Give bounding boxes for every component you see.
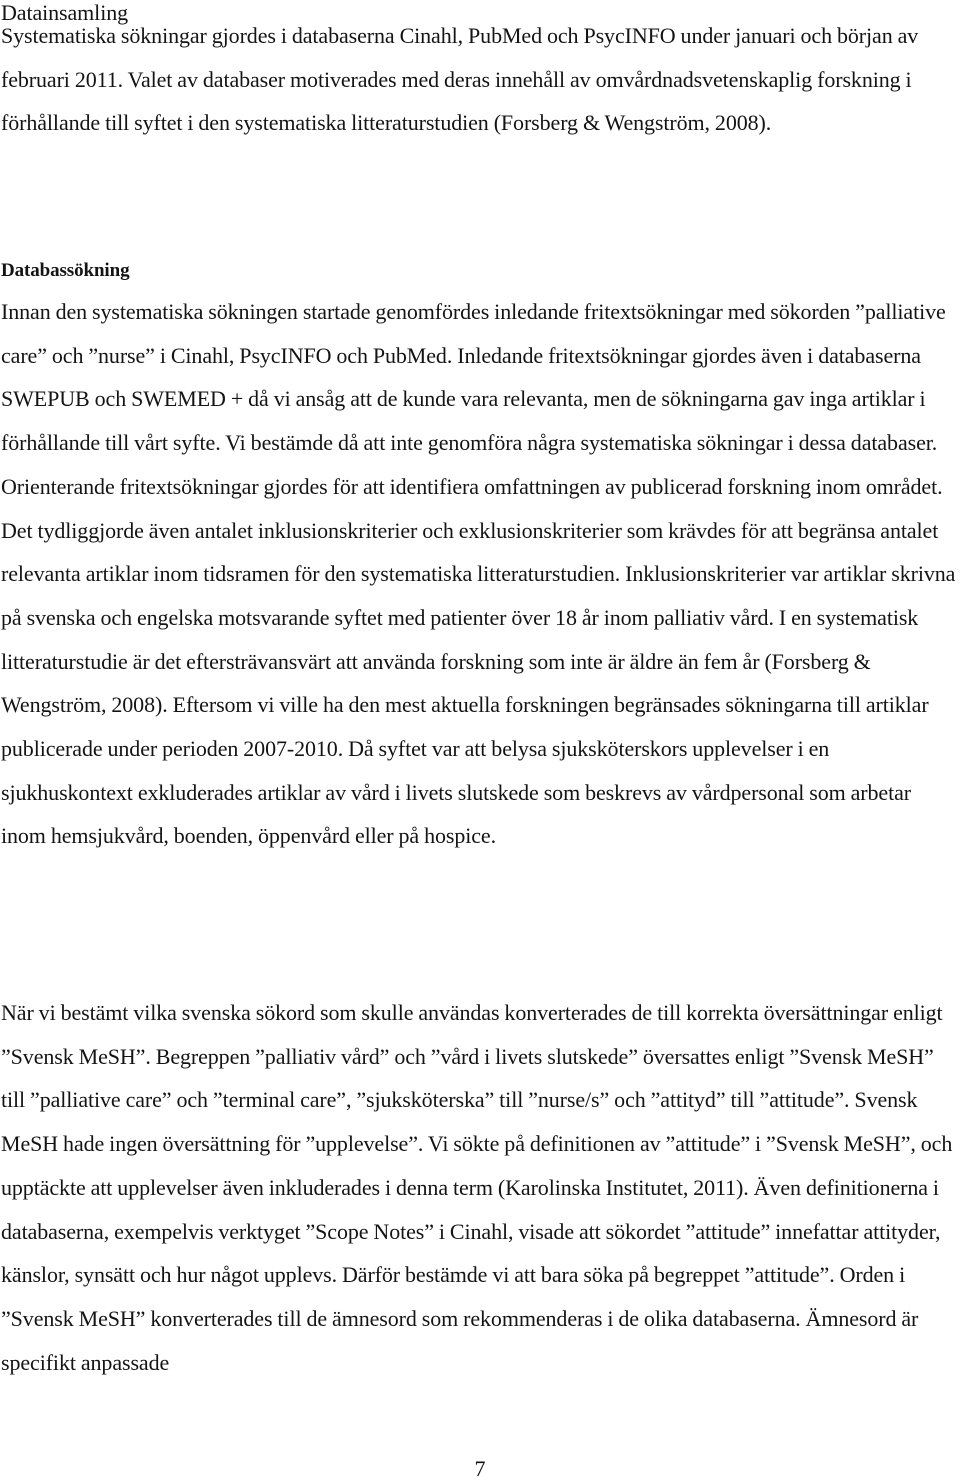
paragraph-databassokning: Innan den systematiska sökningen startade genomfördes inledande fritextsökningar med sökorden ”palliative care” och ”nurse” i Cinahl, PsycINFO och PubMed. Inledande fritextsökningar gjordes även i databaserna SWEPUB och SWEMED + då vi ansåg att de kunde vara relevanta, men de sökningarna gav inga artiklar i förhållande till vårt syfte. Vi bestämde då att inte genomföra några systematiska sökningar i dessa databaser. Orienterande fritextsökningar gjordes för att identifiera omfattningen av publicerad forskning inom området. Det tydliggjorde även antalet inklusionskriterier och exklusionskriterier som krävdes för att begränsa antalet relevanta artiklar inom tidsramen för den systematiska litteraturstudien. Inklusionskriterier var artiklar skrivna på svenska och engelska motsvarande syftet med patienter över 18 år inom palliativ vård. I en systematisk litteraturstudie är det eftersträvansvärt att använda forskning som inte är äldre än fem år (Forsberg & Wengström, 2008). Eftersom vi ville ha den mest aktuella forskningen begränsades sökningarna till artiklar publicerade under perioden 2007-2010. Då syftet var att belysa sjuksköterskors upplevelser i en sjukhuskontext exkluderades artiklar av vård i livets slutskede som beskrevs av vårdpersonal som arbetar inom hemsjukvård, boenden, öppenvård eller på hospice. bbox=[1, 299, 956, 849]
page-number: 7 bbox=[474, 1456, 486, 1481]
heading-datainsamling: Datainsamling bbox=[1, 0, 129, 25]
paragraph-sokord: När vi bestämt vilka svenska sökord som skulle användas konverterades de till korrekta översättningar enligt ”Svensk MeSH”. Begreppen ”palliativ vård” och ”vård i livets slutskede” översattes enligt ”Svensk MeSH” till ”palliative care” och ”terminal care”, ”sjuksköterska” till ”nurse/s” och ”attityd” till ”attitude”. Svensk MeSH hade ingen översättning för ”upplevelse”. Vi sökte på definitionen av ”attitude” i ”Svensk MeSH”, och upptäckte att upplevelser även inkluderades i denna term (Karolinska Institutet, 2011). Även definitionerna i databaserna, exempelvis verktyget ”Scope Notes” i Cinahl, visade att sökordet ”attitude” innefattar attityder, känslor, synsätt och hur något upplevs. Därför bestämde vi att bara söka på begreppet ”attitude”. Orden i ”Svensk MeSH” konverterades till de ämnesord som rekommenderas i de olika databaserna. Ämnesord är specifikt anpassade bbox=[1, 1000, 953, 1375]
heading-databassokning: Databassökning bbox=[1, 260, 130, 281]
paragraph-datainsamling: Systematiska sökningar gjordes i databaserna Cinahl, PubMed och PsycINFO under januari och början av februari 2011. Valet av databaser motiverades med deras innehåll av omvårdnadsvetenskaplig forskning i förhållande till syftet i den systematiska litteraturstudien (Forsberg & Wengström, 2008). bbox=[1, 23, 919, 136]
